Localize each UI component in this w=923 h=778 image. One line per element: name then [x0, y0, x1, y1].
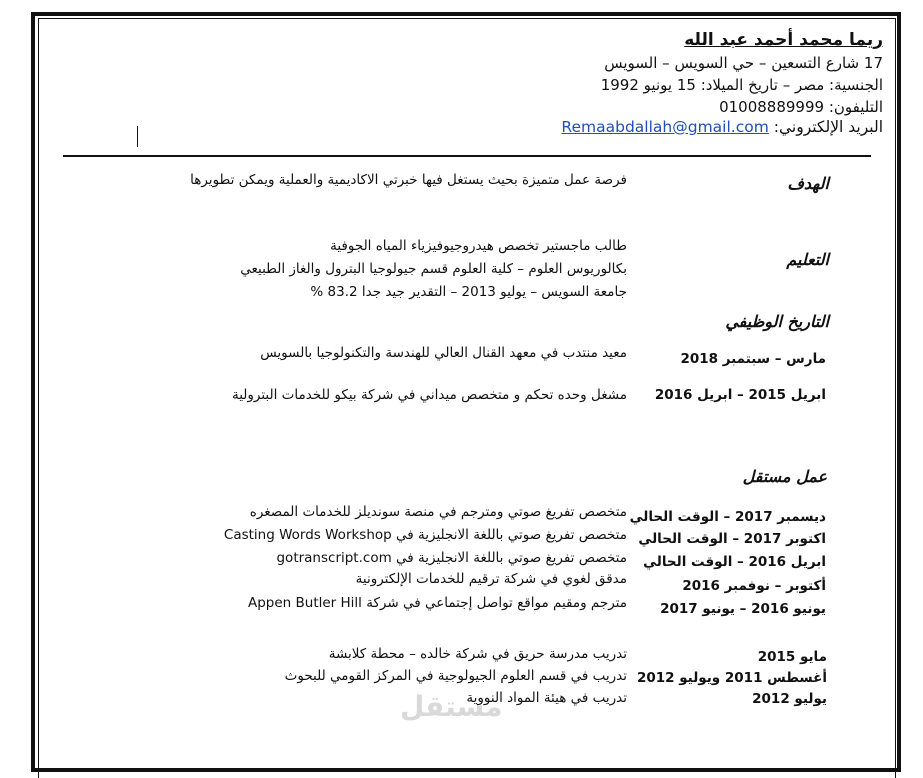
- training-date: أغسطس 2011 ويوليو 2012: [636, 670, 827, 686]
- education-line: طالب ماجستير تخصص هيدروجيوفيزياء المياه الجوفية: [330, 238, 627, 254]
- freelance-date: اكتوبر 2017 – الوقت الحالي: [638, 531, 826, 547]
- address: 17 شارع التسعين – حي السويس – السويس: [604, 54, 883, 72]
- training-text: تدريب في قسم العلوم الجيولوجية في المركز القومي للبحوث: [284, 668, 627, 684]
- watermark-logo: مستقل: [400, 690, 503, 723]
- training-text: تدريب مدرسة حريق في شركة خالده – محطة كلابشة: [328, 646, 627, 662]
- email-line: [561, 118, 883, 136]
- section-title-employment: التاريخ الوظيفي: [725, 312, 829, 331]
- employment-text: مشغل وحده تحكم و متخصص ميداني في شركة بيكو للخدمات البترولية: [231, 387, 627, 403]
- email-label: البريد الإلكتروني:: [773, 118, 883, 136]
- text-cursor: [137, 126, 138, 147]
- training-date: مايو 2015: [757, 649, 827, 665]
- freelance-date: ديسمبر 2017 – الوقت الحالي: [629, 509, 826, 525]
- freelance-text: مترجم ومقيم مواقع تواصل إجتماعي في شركة Appen Butler Hill: [247, 595, 627, 611]
- freelance-date: ابريل 2016 – الوقت الحالي: [643, 554, 826, 570]
- section-title-objective: الهدف: [787, 174, 829, 193]
- freelance-text: متخصص تفريغ صوتي باللغة الانجليزية في gotranscript.com: [276, 550, 627, 566]
- education-line: بكالوريوس العلوم – كلية العلوم قسم جيولوجيا البترول والغاز الطبيعي: [240, 261, 627, 277]
- freelance-text: مدقق لغوي في شركة ترقيم للخدمات الإلكترونية: [355, 571, 627, 587]
- section-title-freelance: عمل مستقل: [742, 467, 827, 486]
- employment-date: مارس – سبتمبر 2018: [680, 351, 826, 367]
- freelance-text: متخصص تفريغ صوتي ومترجم في منصة سونديلز للخدمات المصغره: [249, 504, 627, 520]
- email-link[interactable]: Remaabdallah@gmail.com: [561, 118, 769, 136]
- freelance-date: يونيو 2016 – يونيو 2017: [660, 601, 826, 617]
- employment-date: ابريل 2015 – ابريل 2016: [654, 387, 826, 403]
- freelance-text: متخصص تفريغ صوتي باللغة الانجليزية في Casting Words Workshop: [223, 527, 627, 543]
- header-divider: [63, 155, 871, 157]
- nationality-birthdate: الجنسية: مصر – تاريخ الميلاد: 15 يونيو 1992: [600, 76, 883, 94]
- full-name: ريما محمد أحمد عبد الله: [684, 30, 883, 50]
- training-date: يوليو 2012: [752, 691, 827, 707]
- section-title-education: التعليم: [786, 250, 829, 269]
- objective-text: فرصة عمل متميزة بحيث يستغل فيها خبرتي الاكاديمية والعملية ويمكن تطويرها: [190, 172, 627, 188]
- freelance-date: أكتوبر – نوفمبر 2016: [682, 578, 826, 594]
- education-line: جامعة السويس – يوليو 2013 – التقدير جيد جدا 83.2 %: [310, 284, 627, 300]
- phone: التليفون: 01008889999: [719, 98, 883, 116]
- training-text: تدريب في هيئة المواد النووية: [466, 690, 627, 706]
- employment-text: معيد منتدب في معهد القنال العالي للهندسة والتكنولوجيا بالسويس: [260, 345, 627, 361]
